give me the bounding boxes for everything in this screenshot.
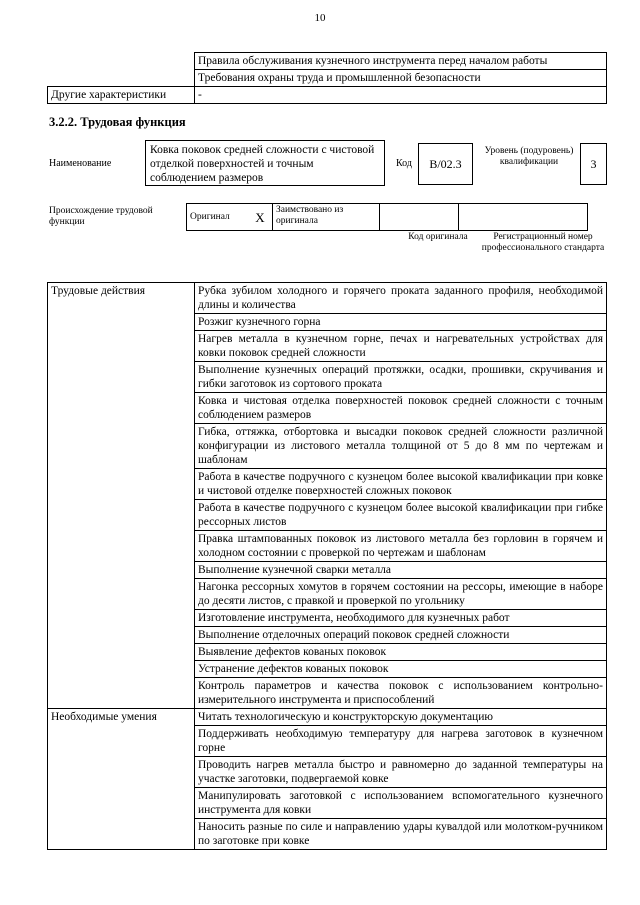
labor-action: Рубка зубилом холодного и горячего проката заданного профиля, необходимой длины и количества xyxy=(195,283,607,314)
labor-action: Розжиг кузнечного горна xyxy=(195,314,607,331)
table-cell: Требования охраны труда и промышленной безопасности xyxy=(195,70,607,87)
labor-action: Нагрев металла в кузнечном горне, печах и нагревательных устройствах для ковки поковок средней сложности xyxy=(195,331,607,362)
table-row xyxy=(48,53,607,70)
code-caption: Код оригинала xyxy=(408,232,468,242)
code-label: Код xyxy=(396,158,412,169)
borrowed-label: Заимствовано из оригинала xyxy=(273,204,380,231)
page-number: 10 xyxy=(314,12,326,24)
labor-action: Работа в качестве подручного с кузнецом более высокой квалификации при гибке рессорных листов xyxy=(195,500,607,531)
skill-item: Поддерживать необходимую температуру для нагрева заготовок в кузнечном горне xyxy=(195,726,607,757)
reg-number-box xyxy=(459,204,588,231)
table-row xyxy=(48,709,607,726)
skills-header: Необходимые умения xyxy=(48,709,195,850)
original-label: Оригинал xyxy=(187,204,249,231)
labor-action: Гибка, оттяжка, отбортовка и высадки поковок средней сложности различной конфигурации из листового металла толщиной от 5 до 8 мм по чертежам и шаблонам xyxy=(195,424,607,469)
section-title: 3.2.2. Трудовая функция xyxy=(49,115,186,129)
labor-action: Ковка и чистовая отделка поверхностей поковок средней сложности с точным соблюдением размеров xyxy=(195,393,607,424)
labor-action: Выполнение кузнечных операций протяжки, осадки, прошивки, скручивания и гибки заготовок из сортового проката xyxy=(195,362,607,393)
labor-action: Устранение дефектов кованых поковок xyxy=(195,661,607,678)
reg-caption: Регистрационный номер профессионального стандарта xyxy=(481,232,605,253)
skill-item: Проводить нагрев металла быстро и равномерно до заданной температуры на участке заготовки, подвергаемой ковке xyxy=(195,757,607,788)
table-cell: - xyxy=(195,87,607,104)
table-row xyxy=(48,283,607,314)
labor-action: Контроль параметров и качества поковок с использованием контрольно-измерительного инструмента и приспособлений xyxy=(195,678,607,709)
name-label: Наименование xyxy=(49,158,112,169)
table-row xyxy=(48,87,607,104)
row-label: Другие характеристики xyxy=(48,87,195,104)
top-table xyxy=(47,52,607,104)
origin-label: Происхождение трудовой функции xyxy=(49,206,153,227)
labor-action: Изготовление инструмента, необходимого для кузнечных работ xyxy=(195,610,607,627)
origin-table xyxy=(186,203,588,229)
skill-item: Наносить разные по силе и направлению удары кувалдой или молотком-ручником по заготовке при ковке xyxy=(195,819,607,850)
labor-action: Правка штампованных поковок из листового металла без горловин в горячем и холодном состоянии с проверкой по чертежам и шаблонам xyxy=(195,531,607,562)
labor-action: Выполнение кузнечной сварки металла xyxy=(195,562,607,579)
table-row xyxy=(187,204,588,231)
skill-item: Манипулировать заготовкой с использованием вспомогательного кузнечного инструмента для ковки xyxy=(195,788,607,819)
labor-action: Работа в качестве подручного с кузнецом более высокой квалификации при ковке и чистовой отделке поверхностей сложных поковок xyxy=(195,469,607,500)
function-code: B/02.3 xyxy=(418,143,473,185)
level-label: Уровень (подуровень) квалификации xyxy=(484,146,574,167)
original-mark: X xyxy=(248,204,273,231)
labor-action: Выявление дефектов кованых поковок xyxy=(195,644,607,661)
code-original-box xyxy=(380,204,459,231)
labor-action: Выполнение отделочных операций поковок средней сложности xyxy=(195,627,607,644)
table-cell: Правила обслуживания кузнечного инструмента перед началом работы xyxy=(195,53,607,70)
function-name: Ковка поковок средней сложности с чистовой отделкой поверхностей и точным соблюдением размеров xyxy=(145,140,385,186)
labor-actions-header: Трудовые действия xyxy=(48,283,195,709)
skill-item: Читать технологическую и конструкторскую документацию xyxy=(195,709,607,726)
functions-table xyxy=(47,282,607,850)
table-row xyxy=(48,70,607,87)
qualification-level: 3 xyxy=(580,143,607,185)
labor-action: Нагонка рессорных хомутов в горячем состоянии на рессоры, имеющие в наборе до десяти листов, с правкой и проверкой по угольнику xyxy=(195,579,607,610)
